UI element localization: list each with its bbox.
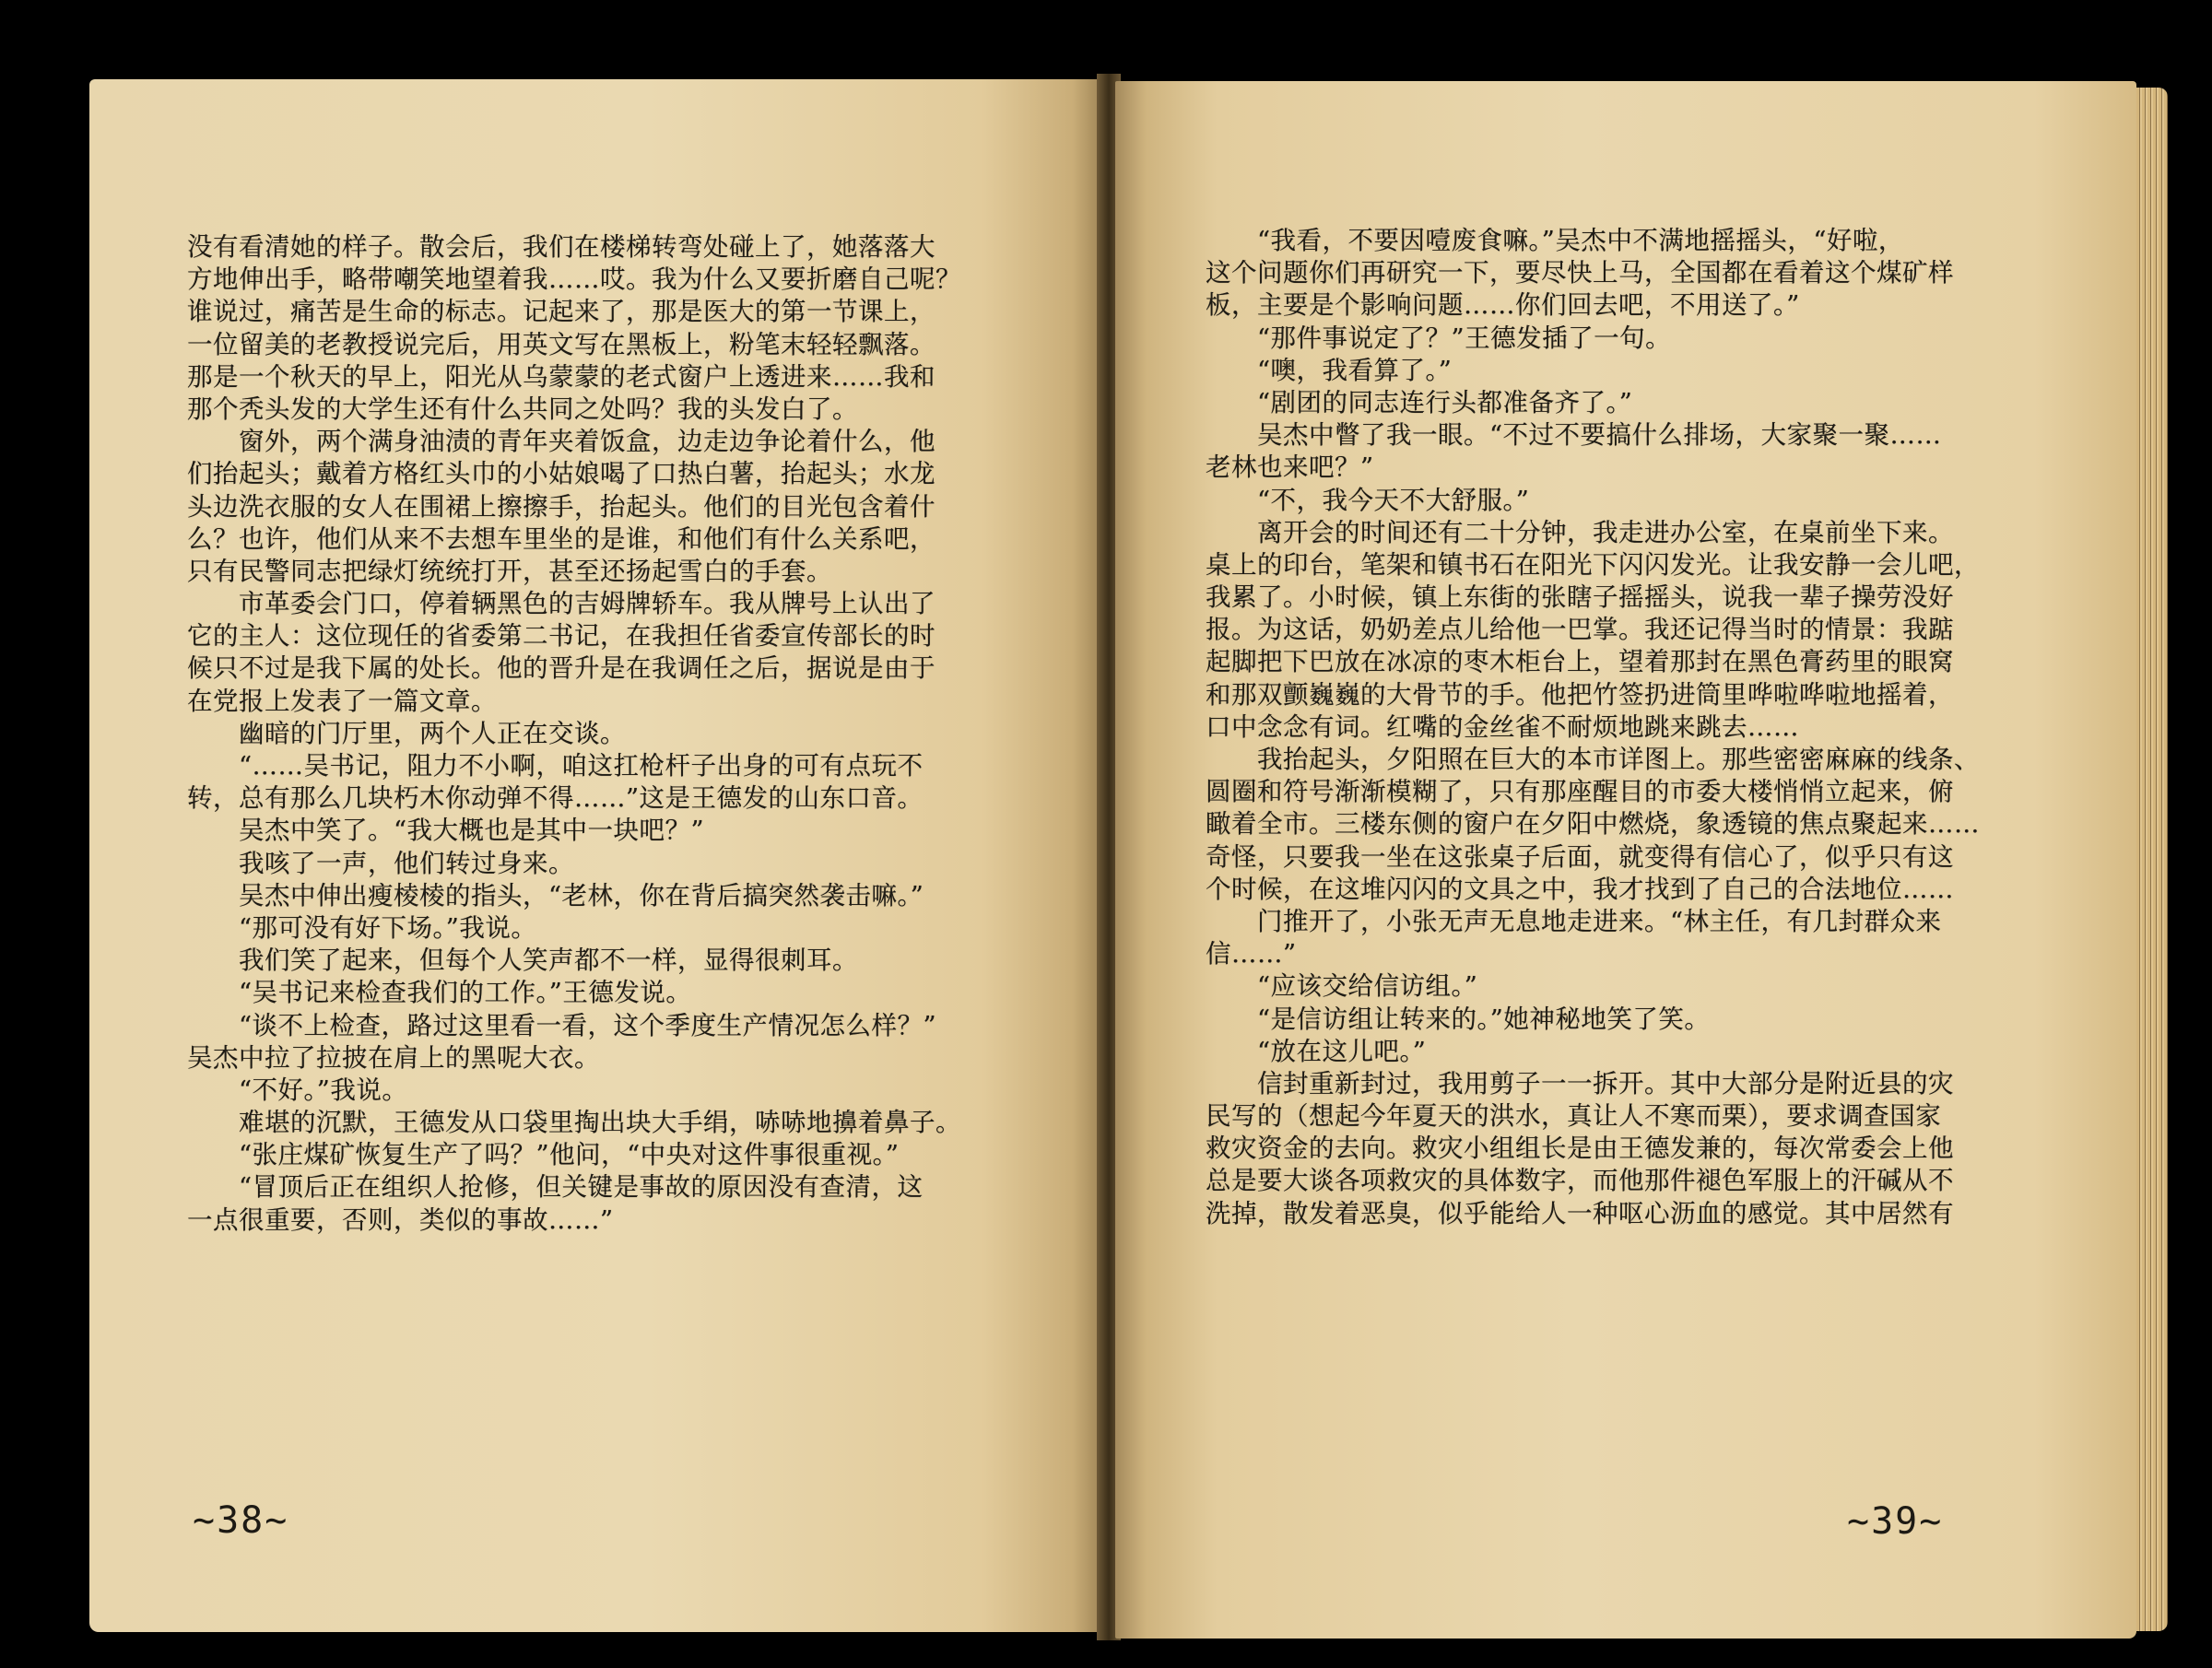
text-line: 吴杰中拉了拉披在肩上的黑呢大衣。 bbox=[187, 1042, 600, 1073]
text-line: 吴杰中笑了。“我大概也是其中一块吧？” bbox=[187, 816, 705, 846]
text-line: 老林也来吧？” bbox=[1206, 452, 1374, 483]
text-line: 们抬起头；戴着方格红头巾的小姑娘喝了口热白薯，抬起头；水龙 bbox=[187, 459, 935, 489]
text-line: 瞰着全市。三楼东侧的窗户在夕阳中燃烧，象透镜的焦点聚起来…… bbox=[1206, 809, 1980, 840]
text-line: “我看，不要因噎废食嘛。”吴杰中不满地摇摇头，“好啦， bbox=[1206, 226, 1904, 255]
text-line: “噢，我看算了。” bbox=[1206, 355, 1453, 385]
text-line: 谁说过，痛苦是生命的标志。记起来了，那是医大的第一节课上， bbox=[187, 297, 935, 327]
text-line: 候只不过是我下属的处长。他的晋升是在我调任之后，据说是由于 bbox=[187, 653, 935, 684]
text-line: 窗外，两个满身油渍的青年夹着饭盒，边走边争论着什么，他 bbox=[187, 427, 935, 457]
text-line: 奇怪，只要我一坐在这张桌子后面，就变得有信心了，似乎只有这 bbox=[1206, 841, 1954, 872]
text-line: 我咳了一声，他们转过身来。 bbox=[187, 848, 574, 878]
text-line: 一位留美的老教授说完后，用英文写在黑板上，粉笔末轻轻飘落。 bbox=[187, 329, 935, 359]
text-line: “张庄煤矿恢复生产了吗？”他问，“中央对这件事很重视。” bbox=[187, 1140, 900, 1170]
text-line: 我们笑了起来，但每个人笑声都不一样，显得很刺耳。 bbox=[187, 946, 858, 976]
text-line: 救灾资金的去向。救灾小组组长是由王德发兼的，每次常委会上他 bbox=[1206, 1134, 1954, 1164]
text-line: 这个问题你们再研究一下，要尽快上马，全国都在看着这个煤矿样 bbox=[1206, 258, 1954, 288]
text-line: 板，主要是个影响问题……你们回去吧，不用送了。” bbox=[1206, 290, 1800, 321]
text-line: “谈不上检查，路过这里看一看，这个季度生产情况怎么样？” bbox=[187, 1010, 937, 1040]
text-line: 和那双颤巍巍的大骨节的手。他把竹签扔进筒里哗啦哗啦地摇着， bbox=[1206, 679, 1954, 710]
text-line: “不，我今天不大舒服。” bbox=[1206, 485, 1530, 515]
text-line: 洗掉，散发着恶臭，似乎能给人一种呕心沥血的感觉。其中居然有 bbox=[1206, 1198, 1954, 1228]
text-line: “放在这儿吧。” bbox=[1206, 1036, 1427, 1066]
text-line: 信……” bbox=[1206, 939, 1297, 969]
text-line: “……吴书记，阻力不小啊，咱这扛枪杆子出身的可有点玩不 bbox=[187, 751, 924, 781]
text-line: 没有看清她的样子。散会后，我们在楼梯转弯处碰上了，她落落大 bbox=[187, 232, 935, 262]
text-line: 报。为这话，奶奶差点儿给他一巴掌。我还记得当时的情景：我踮 bbox=[1206, 615, 1954, 645]
text-line: 在党报上发表了一篇文章。 bbox=[187, 686, 497, 716]
text-line: 幽暗的门厅里，两个人正在交谈。 bbox=[187, 718, 626, 748]
text-line: 圆圈和符号渐渐模糊了，只有那座醒目的市委大楼悄悄立起来，俯 bbox=[1206, 777, 1954, 807]
text-line: 它的主人：这位现任的省委第二书记，在我担任省委宣传部长的时 bbox=[187, 621, 935, 652]
text-line: 么？也许，他们从来不去想车里坐的是谁，和他们有什么关系吧， bbox=[187, 523, 935, 554]
text-line: 口中念念有词。红嘴的金丝雀不耐烦地跳来跳去…… bbox=[1206, 711, 1799, 742]
text-line: “应该交给信访组。” bbox=[1206, 971, 1478, 1002]
text-line: 吴杰中伸出瘦棱棱的指头，“老林，你在背后搞突然袭击嘛。” bbox=[187, 880, 924, 910]
text-line: “吴书记来检查我们的工作。”王德发说。 bbox=[187, 978, 692, 1008]
text-line: 民写的（想起今年夏天的洪水，真让人不寒而栗），要求调查国家 bbox=[1206, 1101, 1942, 1132]
left-page-number: ~38~ bbox=[193, 1499, 289, 1542]
text-line: 转，总有那么几块朽木你动弹不得……”这是王德发的山东口音。 bbox=[187, 783, 924, 814]
text-line: 门推开了，小张无声无息地走进来。“林主任，有几封群众来 bbox=[1206, 906, 1942, 936]
text-line: 我抬起头，夕阳照在巨大的本市详图上。那些密密麻麻的线条、 bbox=[1206, 745, 1980, 774]
text-line: “那可没有好下场。”我说。 bbox=[187, 912, 537, 943]
right-page-number: ~39~ bbox=[1847, 1500, 1944, 1543]
text-line: 头边洗衣服的女人在围裙上擦擦手，抬起头。他们的目光包含着什 bbox=[187, 491, 935, 522]
text-line: “那件事说定了？”王德发插了一句。 bbox=[1206, 323, 1672, 353]
text-line: “是信访组让转来的。”她神秘地笑了笑。 bbox=[1206, 1004, 1711, 1034]
text-line: 信封重新封过，我用剪子一一拆开。其中大部分是附近县的灾 bbox=[1206, 1068, 1954, 1098]
text-line: 那个秃头发的大学生还有什么共同之处吗？我的头发白了。 bbox=[187, 394, 858, 424]
text-line: 一点很重要，否则，类似的事故……” bbox=[187, 1204, 614, 1235]
text-line: “冒顶后正在组织人抢修，但关键是事故的原因没有查清，这 bbox=[187, 1172, 924, 1203]
text-line: 市革委会门口，停着辆黑色的吉姆牌轿车。我从牌号上认出了 bbox=[187, 589, 935, 619]
left-page-text bbox=[187, 231, 1081, 1237]
text-line: 个时候，在这堆闪闪的文具之中，我才找到了自己的合法地位…… bbox=[1206, 874, 1954, 904]
text-line: 我累了。小时候，镇上东街的张瞎子摇摇头，说我一辈子操劳没好 bbox=[1206, 582, 1954, 613]
text-line: “不好。”我说。 bbox=[187, 1075, 408, 1105]
left-page bbox=[89, 79, 1103, 1632]
text-line: 只有民警同志把绿灯统统打开，甚至还扬起雪白的手套。 bbox=[187, 556, 832, 586]
text-line: 桌上的印台，笔架和镇书石在阳光下闪闪发光。让我安静一会儿吧， bbox=[1206, 549, 1980, 580]
page-edges bbox=[2136, 88, 2168, 1631]
text-line: 方地伸出手，略带嘲笑地望着我……哎。我为什么又要折磨自己呢？ bbox=[187, 264, 961, 295]
text-line: 总是要大谈各项救灾的具体数字，而他那件褪色军服上的汗碱从不 bbox=[1206, 1166, 1954, 1196]
right-page-text bbox=[1206, 225, 2118, 1230]
text-line: “剧团的同志连行头都准备齐了。” bbox=[1206, 387, 1633, 417]
text-line: 那是一个秋天的早上，阳光从乌蒙蒙的老式窗户上透进来……我和 bbox=[187, 361, 935, 392]
text-line: 起脚把下巴放在冰凉的枣木柜台上，望着那封在黑色膏药里的眼窝 bbox=[1206, 647, 1954, 677]
text-line: 难堪的沉默，王德发从口袋里掏出块大手绢，哧哧地擤着鼻子。 bbox=[187, 1108, 961, 1138]
right-page bbox=[1115, 81, 2136, 1639]
text-line: 吴杰中瞥了我一眼。“不过不要搞什么排场，大家聚一聚…… bbox=[1206, 420, 1942, 451]
text-line: 离开会的时间还有二十分钟，我走进办公室，在桌前坐下来。 bbox=[1206, 517, 1954, 547]
